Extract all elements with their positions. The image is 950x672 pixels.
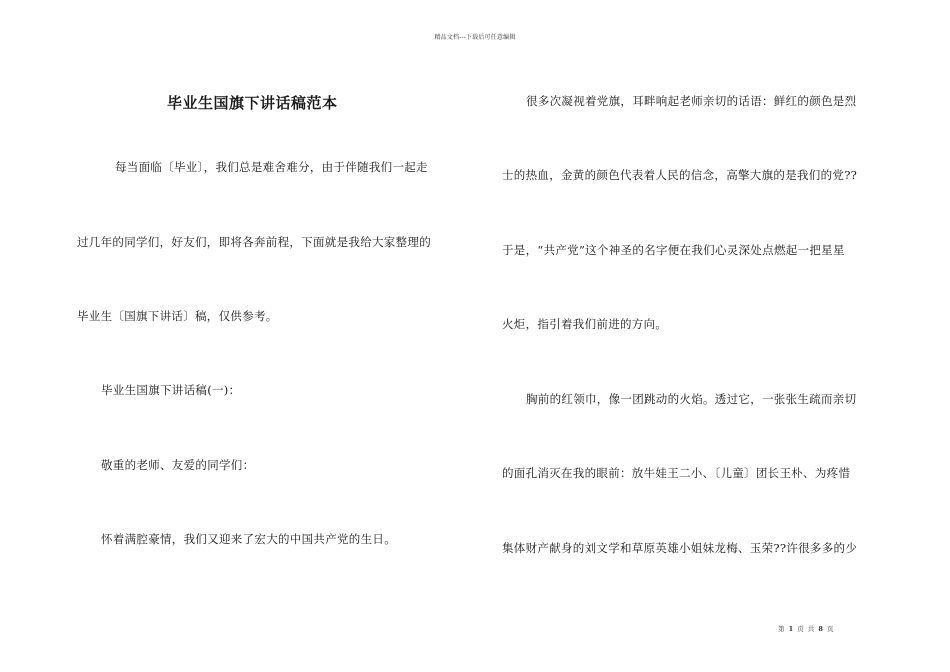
- footer-page-label: 页: [797, 625, 804, 633]
- paragraph-line: 火炬，指引着我们前进的方向。: [502, 317, 668, 331]
- paragraph-line: 的面孔消灭在我的眼前：放牛娃王二小、〔儿童〕团长王朴、为疼惜: [502, 466, 851, 480]
- footer-prefix: 第: [778, 625, 785, 633]
- current-page-number: 1: [788, 625, 794, 633]
- salutation: 敬重的老师、友爱的同学们：: [101, 458, 255, 472]
- paragraph-line: 毕业生〔国旗下讲话〕稿，仅供参考。: [77, 309, 278, 323]
- page-header: 精品文档---下载后可任意编辑: [434, 34, 516, 41]
- paragraph-line: 每当面临〔毕业〕，我们总是难舍难分，由于伴随我们一起走: [115, 160, 428, 174]
- paragraph-line: 士的热血，金黄的颜色代表着人民的信念，高擎大旗的是我们的党??: [502, 168, 858, 182]
- document-title: 毕业生国旗下讲话稿范本: [167, 94, 338, 112]
- paragraph-line: 怀着满腔豪情，我们又迎来了宏大的中国共产党的生日。: [101, 532, 396, 546]
- section-heading: 毕业生国旗下讲话稿(一)：: [101, 383, 241, 397]
- right-column: [502, 0, 886, 672]
- paragraph-line: 很多次凝视着党旗，耳畔响起老师亲切的话语：鲜红的颜色是烈: [526, 94, 857, 108]
- footer-total-prefix: 共: [807, 625, 815, 633]
- paragraph-line: 于是，“共产党”这个神圣的名字便在我们心灵深处点燃起一把星星: [502, 243, 845, 257]
- page-number-footer: [778, 624, 835, 633]
- left-column: [77, 0, 467, 672]
- total-page-count: 8: [818, 625, 823, 633]
- paragraph-line: 过几年的同学们，好友们，即将各奔前程，下面就是我给大家整理的: [77, 235, 431, 249]
- footer-total-label: 页: [826, 625, 834, 633]
- paragraph-line: 胸前的红领巾，像一团跳动的火焰。透过它，一张张生疏而亲切: [526, 392, 857, 406]
- paragraph-line: 集体财产献身的刘文学和草原英雄小姐妹龙梅、玉荣??许很多多的少: [502, 541, 858, 555]
